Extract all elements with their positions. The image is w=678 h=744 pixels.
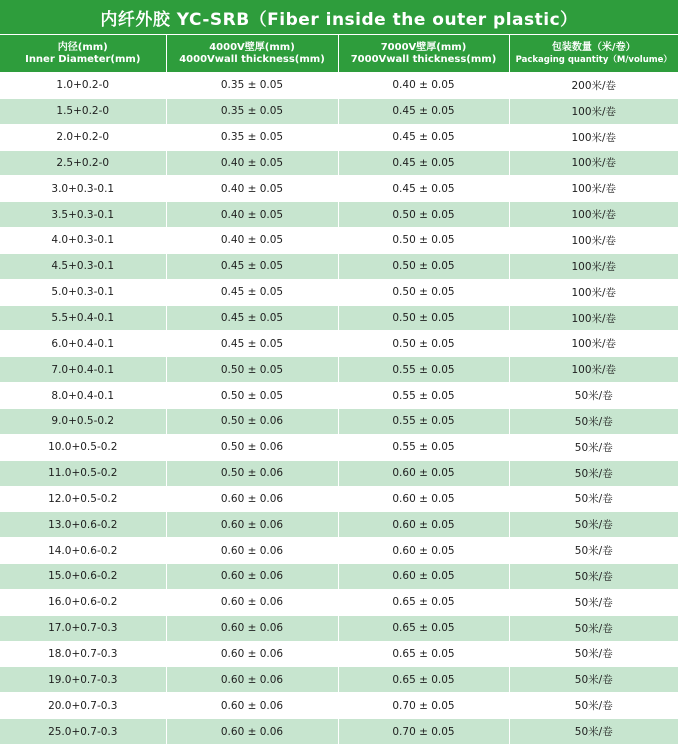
thickness-7000v-cell: 0.45 ± 0.05 (338, 98, 509, 124)
table-row (0, 176, 678, 202)
inner-diameter-cell: 1.0+0.2-0 (0, 73, 166, 99)
table-row (0, 305, 678, 331)
packaging-quantity-cell: 50米/卷 (509, 512, 678, 538)
inner-diameter-cell: 3.0+0.3-0.1 (0, 176, 166, 202)
thickness-4000v-cell: 0.45 ± 0.05 (166, 305, 338, 331)
header-4000v-thickness (166, 35, 338, 73)
thickness-4000v-cell: 0.40 ± 0.05 (166, 228, 338, 254)
table-body (0, 73, 678, 744)
inner-diameter-cell: 18.0+0.7-0.3 (0, 641, 166, 667)
thickness-7000v-cell: 0.60 ± 0.05 (338, 538, 509, 564)
packaging-quantity-cell: 50米/卷 (509, 383, 678, 409)
inner-diameter-cell: 11.0+0.5-0.2 (0, 460, 166, 486)
table-row (0, 667, 678, 693)
inner-diameter-cell: 15.0+0.6-0.2 (0, 564, 166, 590)
inner-diameter-cell: 1.5+0.2-0 (0, 98, 166, 124)
thickness-4000v-cell: 0.60 ± 0.06 (166, 564, 338, 590)
thickness-7000v-cell: 0.60 ± 0.05 (338, 564, 509, 590)
thickness-4000v-cell: 0.45 ± 0.05 (166, 253, 338, 279)
thickness-4000v-cell: 0.45 ± 0.05 (166, 279, 338, 305)
header-inner-diameter (0, 35, 166, 73)
table-row (0, 434, 678, 460)
thickness-7000v-cell: 0.40 ± 0.05 (338, 73, 509, 99)
packaging-quantity-cell: 50米/卷 (509, 615, 678, 641)
spec-table (0, 35, 678, 744)
thickness-4000v-cell: 0.35 ± 0.05 (166, 98, 338, 124)
packaging-quantity-cell: 200米/卷 (509, 73, 678, 99)
table-title: 内纤外胶 YC-SRB（Fiber inside the outer plastic） (0, 0, 678, 35)
thickness-7000v-cell: 0.55 ± 0.05 (338, 408, 509, 434)
table-header (0, 35, 678, 73)
inner-diameter-cell: 19.0+0.7-0.3 (0, 667, 166, 693)
thickness-4000v-cell: 0.60 ± 0.06 (166, 641, 338, 667)
packaging-quantity-cell: 50米/卷 (509, 538, 678, 564)
table-row (0, 331, 678, 357)
inner-diameter-cell: 7.0+0.4-0.1 (0, 357, 166, 383)
table-row (0, 693, 678, 719)
table-row (0, 460, 678, 486)
thickness-4000v-cell: 0.60 ± 0.06 (166, 512, 338, 538)
thickness-7000v-cell: 0.55 ± 0.05 (338, 357, 509, 383)
packaging-quantity-cell: 100米/卷 (509, 357, 678, 383)
table-row (0, 98, 678, 124)
table-row (0, 357, 678, 383)
thickness-4000v-cell: 0.40 ± 0.05 (166, 176, 338, 202)
packaging-quantity-cell: 50米/卷 (509, 667, 678, 693)
thickness-7000v-cell: 0.50 ± 0.05 (338, 228, 509, 254)
inner-diameter-cell: 6.0+0.4-0.1 (0, 331, 166, 357)
inner-diameter-cell: 8.0+0.4-0.1 (0, 383, 166, 409)
thickness-4000v-cell: 0.50 ± 0.06 (166, 460, 338, 486)
table-row (0, 73, 678, 99)
packaging-quantity-cell: 50米/卷 (509, 460, 678, 486)
table-row (0, 641, 678, 667)
table-row (0, 228, 678, 254)
inner-diameter-cell: 12.0+0.5-0.2 (0, 486, 166, 512)
thickness-4000v-cell: 0.60 ± 0.06 (166, 615, 338, 641)
header-4000v-thickness-en: 4000Vwall thickness(mm) (179, 53, 325, 65)
table-row (0, 615, 678, 641)
packaging-quantity-cell: 50米/卷 (509, 641, 678, 667)
header-7000v-thickness (338, 35, 509, 73)
inner-diameter-cell: 4.0+0.3-0.1 (0, 228, 166, 254)
thickness-4000v-cell: 0.60 ± 0.06 (166, 693, 338, 719)
inner-diameter-cell: 9.0+0.5-0.2 (0, 408, 166, 434)
packaging-quantity-cell: 50米/卷 (509, 719, 678, 744)
thickness-4000v-cell: 0.60 ± 0.06 (166, 589, 338, 615)
table-row (0, 150, 678, 176)
thickness-4000v-cell: 0.50 ± 0.05 (166, 357, 338, 383)
thickness-7000v-cell: 0.50 ± 0.05 (338, 305, 509, 331)
packaging-quantity-cell: 100米/卷 (509, 331, 678, 357)
table-row (0, 124, 678, 150)
thickness-7000v-cell: 0.45 ± 0.05 (338, 124, 509, 150)
header-row (0, 35, 678, 73)
thickness-4000v-cell: 0.50 ± 0.05 (166, 383, 338, 409)
header-7000v-thickness-en: 7000Vwall thickness(mm) (350, 53, 497, 65)
inner-diameter-cell: 16.0+0.6-0.2 (0, 589, 166, 615)
header-packaging-quantity-en: Packaging quantity（M/volume） (515, 54, 672, 65)
thickness-4000v-cell: 0.60 ± 0.06 (166, 667, 338, 693)
thickness-4000v-cell: 0.60 ± 0.06 (166, 486, 338, 512)
table-row (0, 202, 678, 228)
thickness-7000v-cell: 0.60 ± 0.05 (338, 460, 509, 486)
thickness-7000v-cell: 0.70 ± 0.05 (338, 693, 509, 719)
packaging-quantity-cell: 100米/卷 (509, 202, 678, 228)
thickness-7000v-cell: 0.50 ± 0.05 (338, 202, 509, 228)
packaging-quantity-cell: 50米/卷 (509, 434, 678, 460)
thickness-7000v-cell: 0.45 ± 0.05 (338, 176, 509, 202)
thickness-7000v-cell: 0.50 ± 0.05 (338, 253, 509, 279)
packaging-quantity-cell: 50米/卷 (509, 589, 678, 615)
packaging-quantity-cell: 50米/卷 (509, 564, 678, 590)
header-inner-diameter-en: Inner Diameter(mm) (25, 53, 141, 65)
thickness-4000v-cell: 0.60 ± 0.06 (166, 538, 338, 564)
packaging-quantity-cell: 50米/卷 (509, 693, 678, 719)
thickness-4000v-cell: 0.45 ± 0.05 (166, 331, 338, 357)
inner-diameter-cell: 3.5+0.3-0.1 (0, 202, 166, 228)
thickness-4000v-cell: 0.50 ± 0.06 (166, 434, 338, 460)
table-row (0, 253, 678, 279)
inner-diameter-cell: 17.0+0.7-0.3 (0, 615, 166, 641)
header-inner-diameter-cn: 内径(mm) (57, 41, 108, 53)
thickness-7000v-cell: 0.45 ± 0.05 (338, 150, 509, 176)
table-row (0, 512, 678, 538)
table-row (0, 564, 678, 590)
thickness-7000v-cell: 0.65 ± 0.05 (338, 615, 509, 641)
header-packaging-quantity-cn: 包装数量（米/卷） (551, 41, 636, 53)
inner-diameter-cell: 13.0+0.6-0.2 (0, 512, 166, 538)
thickness-4000v-cell: 0.40 ± 0.05 (166, 150, 338, 176)
packaging-quantity-cell: 100米/卷 (509, 176, 678, 202)
thickness-7000v-cell: 0.65 ± 0.05 (338, 667, 509, 693)
table-row (0, 486, 678, 512)
inner-diameter-cell: 25.0+0.7-0.3 (0, 719, 166, 744)
thickness-7000v-cell: 0.65 ± 0.05 (338, 589, 509, 615)
thickness-4000v-cell: 0.40 ± 0.05 (166, 202, 338, 228)
inner-diameter-cell: 14.0+0.6-0.2 (0, 538, 166, 564)
packaging-quantity-cell: 100米/卷 (509, 150, 678, 176)
inner-diameter-cell: 20.0+0.7-0.3 (0, 693, 166, 719)
packaging-quantity-cell: 50米/卷 (509, 486, 678, 512)
packaging-quantity-cell: 100米/卷 (509, 279, 678, 305)
packaging-quantity-cell: 100米/卷 (509, 98, 678, 124)
inner-diameter-cell: 2.5+0.2-0 (0, 150, 166, 176)
header-4000v-thickness-cn: 4000V壁厚(mm) (209, 41, 295, 53)
thickness-4000v-cell: 0.60 ± 0.06 (166, 719, 338, 744)
table-row (0, 589, 678, 615)
table-row (0, 279, 678, 305)
thickness-7000v-cell: 0.55 ± 0.05 (338, 383, 509, 409)
table-row (0, 383, 678, 409)
packaging-quantity-cell: 100米/卷 (509, 305, 678, 331)
inner-diameter-cell: 10.0+0.5-0.2 (0, 434, 166, 460)
inner-diameter-cell: 4.5+0.3-0.1 (0, 253, 166, 279)
header-7000v-thickness-cn: 7000V壁厚(mm) (380, 41, 467, 53)
table-row (0, 719, 678, 744)
thickness-7000v-cell: 0.50 ± 0.05 (338, 331, 509, 357)
header-packaging-quantity (509, 35, 678, 73)
inner-diameter-cell: 2.0+0.2-0 (0, 124, 166, 150)
thickness-7000v-cell: 0.50 ± 0.05 (338, 279, 509, 305)
thickness-7000v-cell: 0.55 ± 0.05 (338, 434, 509, 460)
thickness-4000v-cell: 0.35 ± 0.05 (166, 124, 338, 150)
table-row (0, 408, 678, 434)
inner-diameter-cell: 5.5+0.4-0.1 (0, 305, 166, 331)
thickness-4000v-cell: 0.50 ± 0.06 (166, 408, 338, 434)
thickness-7000v-cell: 0.60 ± 0.05 (338, 512, 509, 538)
packaging-quantity-cell: 100米/卷 (509, 253, 678, 279)
thickness-7000v-cell: 0.65 ± 0.05 (338, 641, 509, 667)
packaging-quantity-cell: 50米/卷 (509, 408, 678, 434)
packaging-quantity-cell: 100米/卷 (509, 228, 678, 254)
table-row (0, 538, 678, 564)
thickness-7000v-cell: 0.70 ± 0.05 (338, 719, 509, 744)
packaging-quantity-cell: 100米/卷 (509, 124, 678, 150)
thickness-4000v-cell: 0.35 ± 0.05 (166, 73, 338, 99)
thickness-7000v-cell: 0.60 ± 0.05 (338, 486, 509, 512)
inner-diameter-cell: 5.0+0.3-0.1 (0, 279, 166, 305)
